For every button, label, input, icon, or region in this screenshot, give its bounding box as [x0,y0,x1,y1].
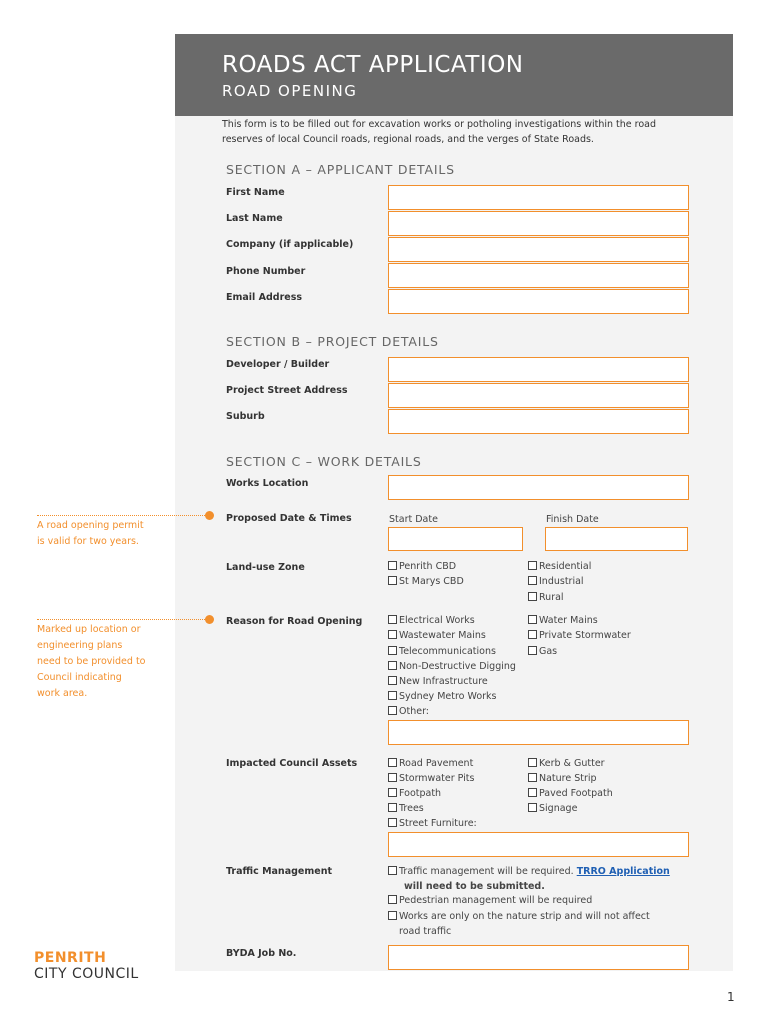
asset-trees[interactable]: Trees [388,803,424,814]
checkbox[interactable] [388,561,397,570]
checkbox[interactable] [528,773,537,782]
checkbox[interactable] [388,646,397,655]
traffic-option-nature-strip-cont: road traffic [399,926,452,937]
section-b-heading: SECTION B – PROJECT DETAILS [226,334,439,349]
street-address-label: Project Street Address [226,385,348,396]
checkbox[interactable] [388,818,397,827]
reason-non-destructive-digging[interactable]: Non-Destructive Digging [388,661,516,672]
reason-telecommunications[interactable]: Telecommunications [388,646,496,657]
checkbox[interactable] [388,758,397,767]
byda-job-field[interactable] [388,945,689,970]
reason-water-mains[interactable]: Water Mains [528,615,598,626]
checkbox[interactable] [528,646,537,655]
asset-street-furniture[interactable]: Street Furniture: [388,818,477,829]
land-use-zone-label: Land-use Zone [226,562,305,573]
side-note-permit: A road opening permit is valid for two years. [37,520,144,547]
traffic-option-nature-strip[interactable]: Works are only on the nature strip and will not affect [388,911,650,922]
suburb-field[interactable] [388,409,689,434]
works-location-field[interactable] [388,475,689,500]
checkbox[interactable] [528,592,537,601]
section-a-heading: SECTION A – APPLICANT DETAILS [226,162,455,177]
checkbox[interactable] [388,773,397,782]
reason-other[interactable]: Other: [388,706,429,717]
byda-job-label: BYDA Job No. [226,948,297,959]
intro-text: This form is to be filled out for excavation works or potholing investigations within the road reserves of local Council roads, regional roads, and the verges of State Roads. [222,119,657,145]
start-date-label: Start Date [389,514,438,525]
checkbox[interactable] [528,788,537,797]
checkbox[interactable] [388,788,397,797]
phone-label: Phone Number [226,266,306,277]
checkbox[interactable] [388,911,397,920]
page-subtitle: ROAD OPENING [222,82,358,100]
traffic-option-pedestrian[interactable]: Pedestrian management will be required [388,895,592,906]
asset-road-pavement[interactable]: Road Pavement [388,758,473,769]
company-field[interactable] [388,237,689,262]
page-title: ROADS ACT APPLICATION [222,52,524,78]
council-logo-line1: PENRITH [34,950,107,966]
asset-kerb-gutter[interactable]: Kerb & Gutter [528,758,605,769]
land-use-st-marys-cbd[interactable]: St Marys CBD [388,576,464,587]
land-use-penrith-cbd[interactable]: Penrith CBD [388,561,456,572]
reason-other-field[interactable] [388,720,689,745]
council-logo-line2: CITY COUNCIL [34,966,139,982]
reason-electrical-works[interactable]: Electrical Works [388,615,475,626]
asset-paved-footpath[interactable]: Paved Footpath [528,788,613,799]
checkbox[interactable] [388,706,397,715]
street-furniture-field[interactable] [388,832,689,857]
reason-sydney-metro-works[interactable]: Sydney Metro Works [388,691,497,702]
land-use-residential[interactable]: Residential [528,561,591,572]
checkbox[interactable] [388,615,397,624]
checkbox[interactable] [388,676,397,685]
reason-new-infrastructure[interactable]: New Infrastructure [388,676,488,687]
company-label: Company (if applicable) [226,239,354,250]
checkbox[interactable] [528,576,537,585]
page-number: 1 [727,990,735,1004]
last-name-label: Last Name [226,213,283,224]
checkbox[interactable] [388,576,397,585]
traffic-management-label: Traffic Management [226,866,332,877]
checkbox[interactable] [388,661,397,670]
land-use-rural[interactable]: Rural [528,592,564,603]
street-address-field[interactable] [388,383,689,408]
checkbox[interactable] [388,895,397,904]
side-note-plans: Marked up location or engineering plans need to be provided to Council indicating work area. [37,624,146,699]
land-use-industrial[interactable]: Industrial [528,576,584,587]
section-c-heading: SECTION C – WORK DETAILS [226,454,422,469]
first-name-field[interactable] [388,185,689,210]
reason-private-stormwater[interactable]: Private Stormwater [528,630,631,641]
checkbox[interactable] [528,803,537,812]
traffic-option-required-cont: will need to be submitted. [404,881,545,892]
traffic-option-required[interactable]: Traffic management will be required. TRRO Application [388,866,670,877]
finish-date-field[interactable] [545,527,688,551]
finish-date-label: Finish Date [546,514,599,525]
reason-wastewater-mains[interactable]: Wastewater Mains [388,630,486,641]
note1-marker [205,511,214,520]
checkbox[interactable] [528,758,537,767]
trro-application-link[interactable]: TRRO Application [576,866,670,877]
checkbox[interactable] [388,866,397,875]
email-label: Email Address [226,292,303,303]
asset-stormwater-pits[interactable]: Stormwater Pits [388,773,474,784]
developer-label: Developer / Builder [226,359,330,370]
impacted-assets-label: Impacted Council Assets [226,758,358,769]
start-date-field[interactable] [388,527,523,551]
proposed-date-label: Proposed Date & Times [226,513,352,524]
note2-marker [205,615,214,624]
suburb-label: Suburb [226,411,265,422]
note1-leader [37,515,207,516]
checkbox[interactable] [388,803,397,812]
checkbox[interactable] [528,561,537,570]
developer-field[interactable] [388,357,689,382]
checkbox[interactable] [528,615,537,624]
last-name-field[interactable] [388,211,689,236]
asset-footpath[interactable]: Footpath [388,788,441,799]
reason-label: Reason for Road Opening [226,616,363,627]
email-field[interactable] [388,289,689,314]
asset-signage[interactable]: Signage [528,803,577,814]
note2-leader [37,619,207,620]
checkbox[interactable] [388,630,397,639]
asset-nature-strip[interactable]: Nature Strip [528,773,597,784]
checkbox[interactable] [528,630,537,639]
phone-field[interactable] [388,263,689,288]
reason-gas[interactable]: Gas [528,646,557,657]
checkbox[interactable] [388,691,397,700]
first-name-label: First Name [226,187,285,198]
works-location-label: Works Location [226,478,309,489]
